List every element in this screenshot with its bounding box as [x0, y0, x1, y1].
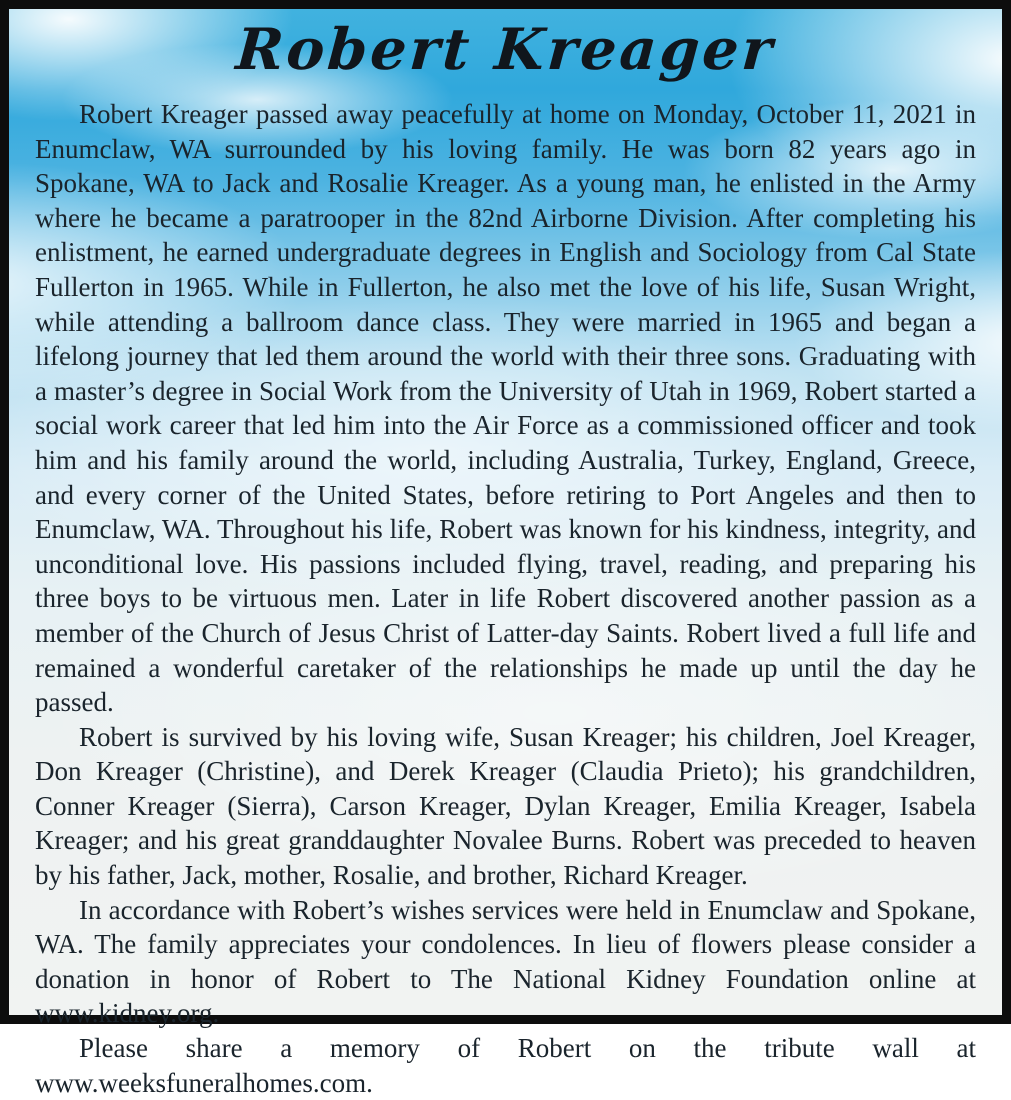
obituary-paragraph-life-story: Robert Kreager passed away peacefully at home on Monday, October 11, 2021 in Enumclaw, WA surrounded by his loving family. He was born 82 years ago in Spokane, WA to Jack and Rosalie Kreager. As a young man, he enlisted in the Army where he became a paratrooper in the 82nd Airborne Division. After completing his enlistment, he earned undergraduate degrees in English and Sociology from Cal State Fullerton in 1965. While in Fullerton, he also met the love of his life, Susan Wright, while attending a ballroom dance class. They were married in 1965 and began a lifelong journey that led them around the world with their three sons. Graduating with a master’s degree in Social Work from the University of Utah in 1969, Robert started a social work career that led him into the Air Force as a commissioned officer and took him and his family around the world, including Australia, Turkey, England, Greece, and every corner of the United States, before retiring to Port Angeles and then to Enumclaw, WA. Throughout his life, Robert was known for his kindness, integrity, and unconditional love. His passions included flying, travel, reading, and preparing his three boys to be virtuous men. Later in life Robert discovered another passion as a member of the Church of Jesus Christ of Latter-day Saints. Robert lived a full life and remained a wonderful caretaker of the relationships he made up until the day he passed.	[35, 99, 976, 718]
obituary-body	[35, 97, 976, 1100]
obituary-title: Robert Kreager	[233, 16, 778, 83]
obituary-paragraph-services-donations: In accordance with Robert’s wishes services were held in Enumclaw and Spokane, WA. The family appreciates your condolences. In lieu of flowers please consider a donation in honor of Robert to The National Kidney Foundation online at www.kidney.org.	[35, 894, 976, 1029]
obituary-paragraph-tribute-wall: Please share a memory of Robert on the tribute wall at www.weeksfuneralhomes.com.	[35, 1033, 976, 1098]
obituary-paragraph-survivors: Robert is survived by his loving wife, Susan Kreager; his children, Joel Kreager, Don Kreager (Christine), and Derek Kreager (Claudia Prieto); his grandchildren, Conner Kreager (Sierra), Carson Kreager, Dylan Kreager, Emilia Kreager, Isabela Kreager; and his great granddaughter Novalee Burns. Robert was preceded to heaven by his father, Jack, mother, Rosalie, and brother, Richard Kreager.	[35, 721, 976, 891]
